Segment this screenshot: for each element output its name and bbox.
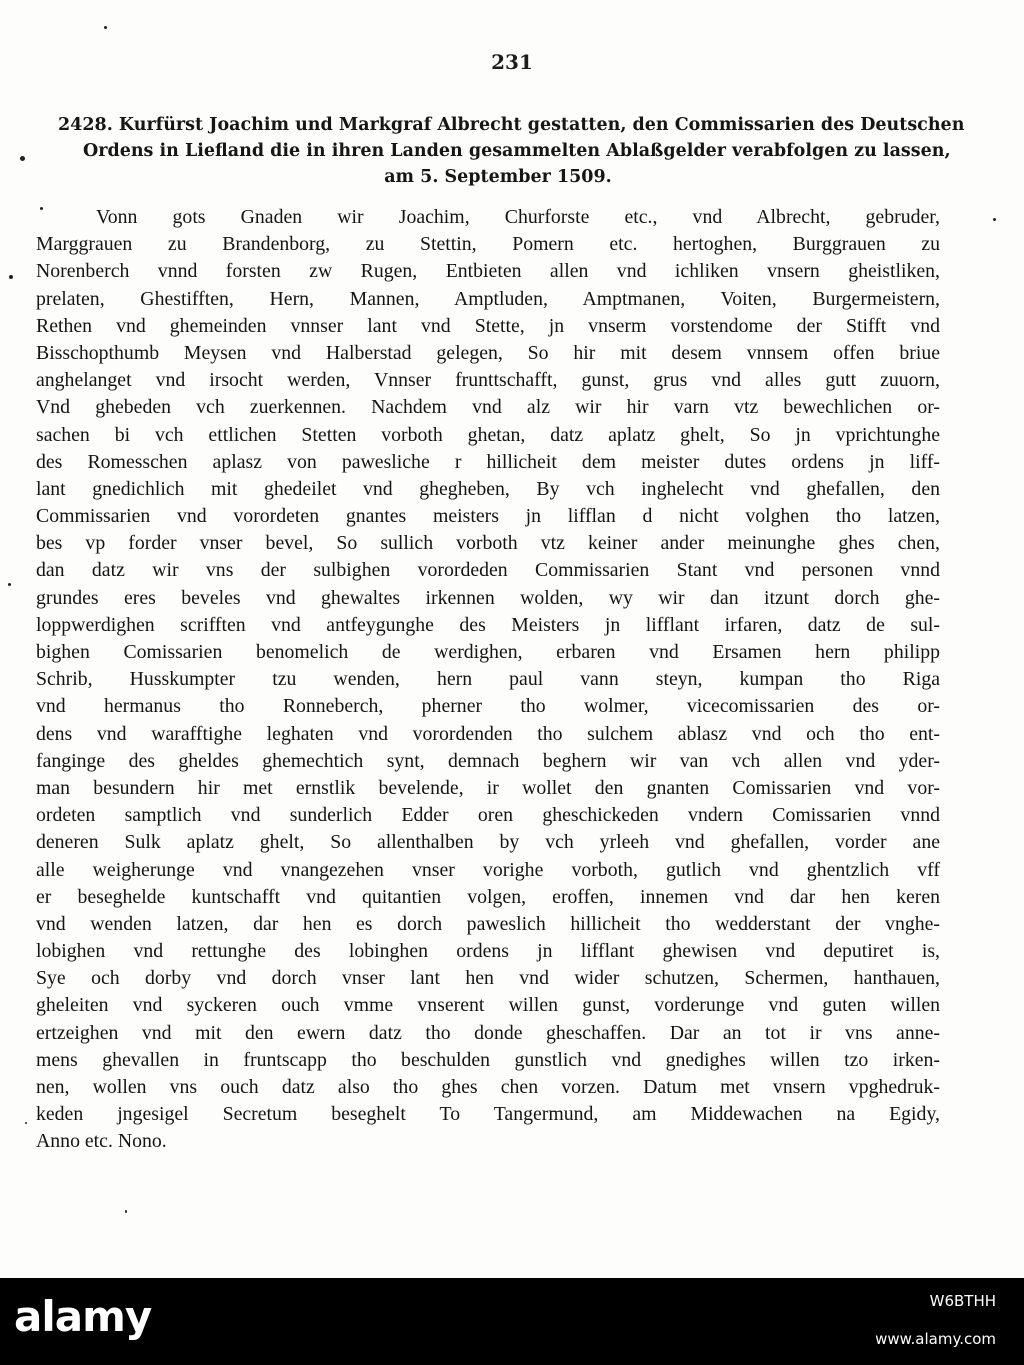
document-heading <box>58 112 965 190</box>
heading-line: Ordens in Liefland die in ihren Landen gesammelten Ablaßgelder verabfolgen zu lassen, <box>83 141 951 161</box>
body-line: Commissarien vnd vorordeten gnantes meisters jn lifflan d nicht volghen tho latzen, <box>36 505 940 528</box>
image-id: W6BTHH <box>929 1292 996 1310</box>
ink-speck <box>8 583 11 586</box>
ink-speck <box>993 218 996 221</box>
body-line: Anno etc. Nono. <box>36 1130 167 1153</box>
ink-speck <box>25 1122 27 1124</box>
body-line: ordeten samptlich vnd sunderlich Edder oren gheschickeden vndern Comissarien vnnd <box>36 804 940 827</box>
body-line: Norenberch vnnd forsten zw Rugen, Entbieten allen vnd ichliken vnsern gheistliken, <box>36 260 940 283</box>
body-line: alle weigherunge vnd vnangezehen vnser vorighe vorboth, gutlich vnd ghentzlich vff <box>36 858 940 881</box>
body-line: des Romesschen aplasz von pawesliche r hillicheit dem meister dutes ordens jn liff- <box>36 450 940 473</box>
body-line: man besundern hir met ernstlik bevelende, ir wollet den gnanten Comissarien vnd vor- <box>36 776 940 799</box>
document-body <box>36 204 940 1156</box>
watermark-bar <box>0 1278 1024 1365</box>
ink-speck <box>20 156 25 161</box>
body-line: fanginge des gheldes ghemechtich synt, demnach beghern wir van vch allen vnd yder- <box>36 749 940 772</box>
body-line: dens vnd warafftighe leghaten vnd vorordenden tho sulchem ablasz vnd och tho ent- <box>36 722 940 745</box>
body-line: anghelanget vnd irsocht werden, Vnnser frunttschafft, gunst, grus vnd alles gutt zuuorn, <box>36 369 940 392</box>
body-line: gheleiten vnd syckeren ouch vmme vnserent willen gunst, vorderunge vnd guten willen <box>36 994 940 1017</box>
body-line: Marggrauen zu Brandenborg, zu Stettin, Pomern etc. hertoghen, Burggrauen zu <box>36 233 940 256</box>
ink-speck <box>125 1210 127 1213</box>
body-line: grundes eres beveles vnd ghewaltes irkennen wolden, wy wir dan itzunt dorch ghe- <box>36 586 940 609</box>
body-line: Bisschopthumb Meysen vnd Halberstad gelegen, So hir mit desem vnnsem offen briue <box>36 341 940 364</box>
body-line: Schrib, Husskumpter tzu wenden, hern paul vann steyn, kumpan tho Riga <box>36 668 940 691</box>
body-line: lobighen vnd rettunghe des lobinghen ordens jn lifflant ghewisen vnd deputiret is, <box>36 940 940 963</box>
ink-speck <box>9 275 13 279</box>
body-line: er beseghelde kuntschafft vnd quitantien volgen, eroffen, innemen vnd dar hen keren <box>36 885 940 908</box>
body-line: vnd hermanus tho Ronneberch, pherner tho wolmer, vicecomissarien des or- <box>36 695 940 718</box>
body-line: lant gnedichlich mit ghedeilet vnd ghegheben, By vch inghelecht vnd ghefallen, den <box>36 477 940 500</box>
body-line: mens ghevallen in fruntscapp tho beschulden gunstlich vnd gnedighes willen tzo irken- <box>36 1048 940 1071</box>
ink-speck <box>104 26 107 29</box>
body-line: dan datz wir vns der sulbighen vorordeden Commissarien Stant vnd personen vnnd <box>36 559 940 582</box>
body-line: nen, wollen vns ouch datz also tho ghes chen vorzen. Datum met vnsern vpghedruk- <box>36 1076 940 1098</box>
body-line: sachen bi vch ettlichen Stetten vorboth ghetan, datz aplatz ghelt, So jn vprichtunghe <box>36 423 940 446</box>
body-line: bes vp forder vnser bevel, So sullich vorboth vtz keiner ander meinunghe ghes chen, <box>36 532 940 555</box>
body-line: loppwerdighen scrifften vnd antfeygunghe des Meisters jn lifflant irfaren, datz de sul- <box>36 613 940 636</box>
body-line: bighen Comissarien benomelich de werdighen, erbaren vnd Ersamen hern philipp <box>36 641 940 663</box>
body-line: ertzeighen vnd mit den ewern datz tho donde gheschaffen. Dar an tot ir vns anne- <box>36 1021 940 1044</box>
body-line: vnd wenden latzen, dar hen es dorch paweslich hillicheit tho wedderstant der vnghe- <box>36 912 940 935</box>
body-line: deneren Sulk aplatz ghelt, So allenthalben by vch yrleeh vnd ghefallen, vorder ane <box>36 831 940 854</box>
body-line: Sye och dorby vnd dorch vnser lant hen vnd wider schutzen, Schermen, hanthauen, <box>36 967 940 990</box>
stock-url: www.alamy.com <box>875 1330 996 1348</box>
body-line: keden jngesigel Secretum beseghelt To Tangermund, am Middewachen na Egidy, <box>36 1103 940 1126</box>
alamy-logo: alamy <box>14 1292 152 1341</box>
heading-date: am 5. September 1509. <box>384 167 612 187</box>
page-number: 231 <box>491 50 533 74</box>
body-line: Vonn gots Gnaden wir Joachim, Churforste etc., vnd Albrecht, gebruder, <box>96 206 940 228</box>
body-line: prelaten, Ghestifften, Hern, Mannen, Amptluden, Amptmanen, Voiten, Burgermeistern, <box>36 287 940 310</box>
body-line: Rethen vnd ghemeinden vnnser lant vnd Stette, jn vnserm vorstendome der Stifft vnd <box>36 314 940 337</box>
body-line: Vnd ghebeden vch zuerkennen. Nachdem vnd alz wir hir varn vtz bewechlichen or- <box>36 396 940 419</box>
heading-line: 2428. Kurfürst Joachim und Markgraf Albrecht gestatten, den Commissarien des Deutschen <box>58 115 965 135</box>
